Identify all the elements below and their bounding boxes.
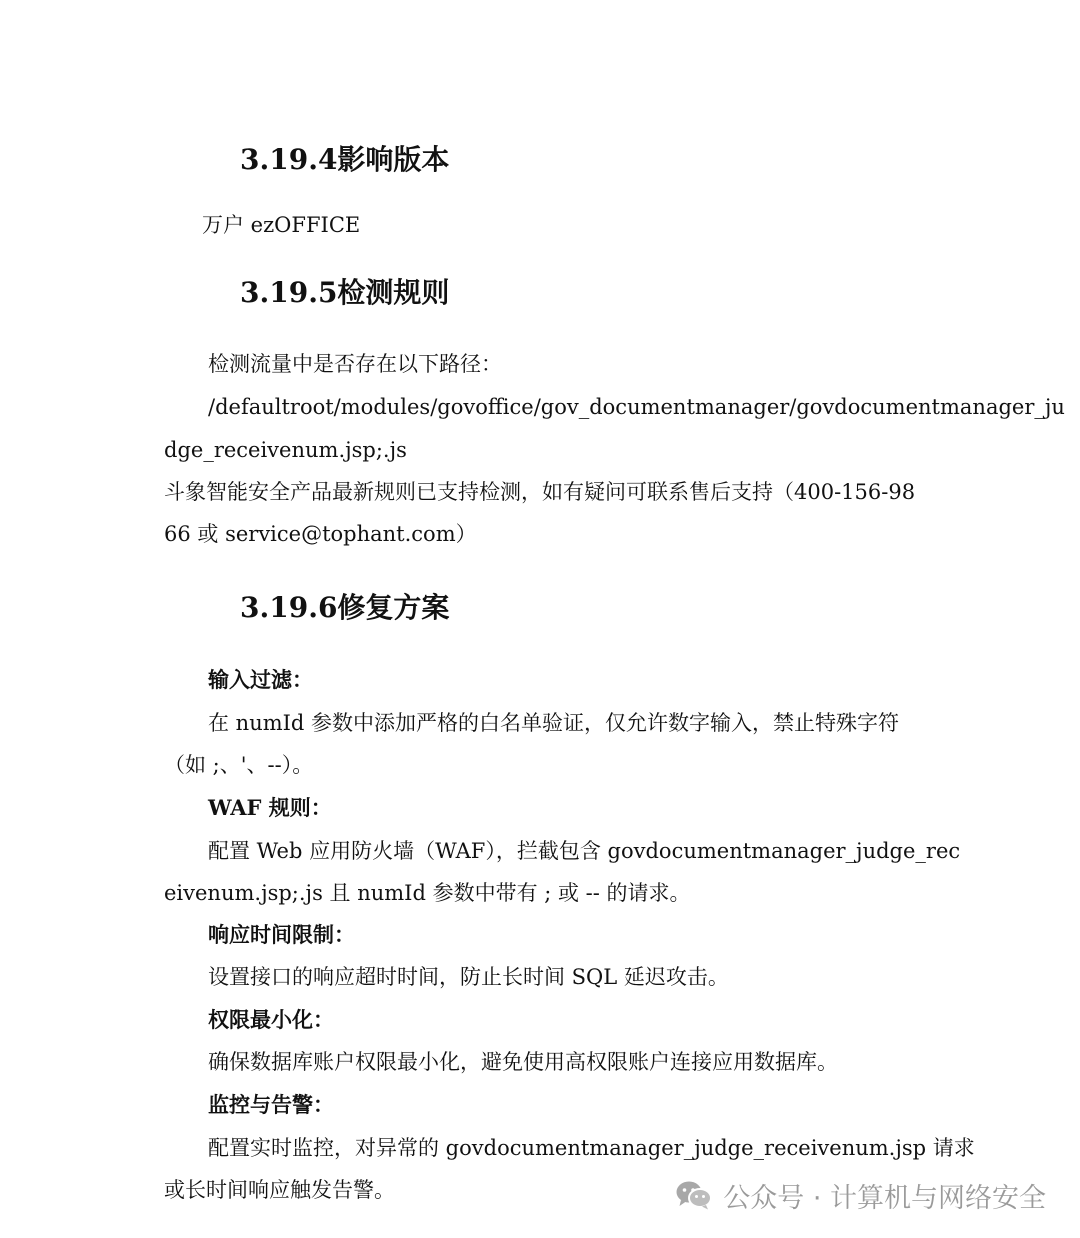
- timeout-heading: 响应时间限制：: [208, 922, 355, 947]
- detection-line-4: 斗象智能安全产品最新规则已支持检测，如有疑问可联系售后支持（400-156-98: [164, 480, 916, 504]
- heading-3-19-4: 3.19.4影响版本: [240, 143, 450, 176]
- timeout-line-1: 设置接口的响应超时时间，防止长时间 SQL 延迟攻击。: [208, 965, 729, 989]
- detection-line-1: 检测流量中是否存在以下路径：: [208, 352, 502, 376]
- privilege-heading: 权限最小化：: [208, 1007, 334, 1032]
- detection-line-2: /defaultroot/modules/govoffice/gov_documentmanager/govdocumentmanager_ju: [208, 395, 1065, 419]
- input-filter-heading: 输入过滤：: [208, 667, 313, 692]
- monitor-heading: 监控与告警：: [208, 1092, 334, 1117]
- wechat-watermark: [675, 1175, 1046, 1215]
- detection-line-5: 66 或 service@tophant.com）: [164, 522, 477, 546]
- detection-line-3: dge_receivenum.jsp;.js: [164, 438, 407, 462]
- waf-heading: WAF 规则：: [208, 795, 332, 820]
- watermark-text: 公众号 · 计算机与网络安全: [723, 1182, 1046, 1214]
- input-filter-line-1: 在 numId 参数中添加严格的白名单验证，仅允许数字输入，禁止特殊字符: [208, 711, 900, 735]
- privilege-line-1: 确保数据库账户权限最小化，避免使用高权限账户连接应用数据库。: [208, 1050, 838, 1074]
- waf-line-2: eivenum.jsp;.js 且 numId 参数中带有 ; 或 -- 的请求。: [164, 881, 691, 905]
- monitor-line-1: 配置实时监控，对异常的 govdocumentmanager_judge_receivenum.jsp 请求: [208, 1136, 975, 1160]
- heading-3-19-5: 3.19.5检测规则: [240, 276, 450, 309]
- affected-version-text: 万户 ezOFFICE: [202, 213, 361, 237]
- wechat-icon: [675, 1179, 713, 1211]
- heading-3-19-6: 3.19.6修复方案: [240, 591, 450, 624]
- input-filter-line-2: （如 ;、'、--）。: [164, 753, 314, 777]
- waf-line-1: 配置 Web 应用防火墙（WAF），拦截包含 govdocumentmanager_judge_rec: [208, 839, 961, 863]
- monitor-line-2: 或长时间响应触发告警。: [164, 1178, 395, 1202]
